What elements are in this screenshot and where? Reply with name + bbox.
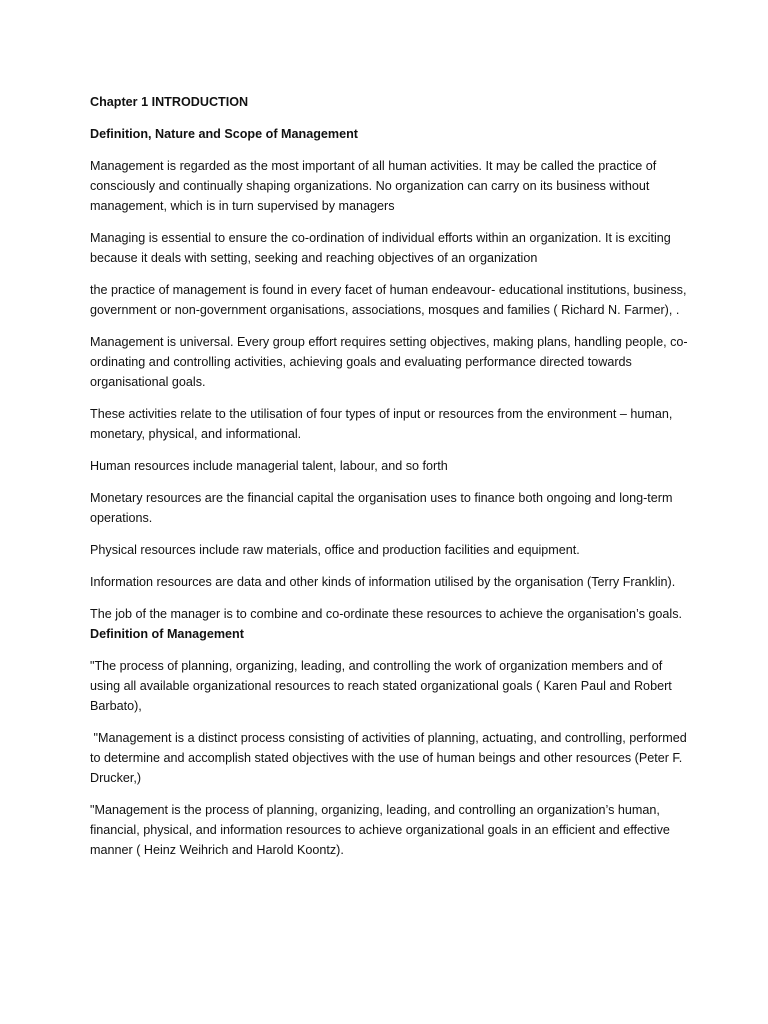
section-heading: Definition, Nature and Scope of Management xyxy=(90,127,358,141)
paragraph: the practice of management is found in every facet of human endeavour- educational institutions, business, government or non-government organisations, associations, mosques and families ( Richard N. Farmer), . xyxy=(90,283,687,317)
definition-heading: Definition of Management xyxy=(90,627,244,641)
document-page xyxy=(90,92,690,872)
paragraph: Monetary resources are the financial capital the organisation uses to finance both ongoing and long-term operations. xyxy=(90,491,673,525)
paragraph: Physical resources include raw materials, office and production facilities and equipment. xyxy=(90,543,580,557)
paragraph: Information resources are data and other kinds of information utilised by the organisation (Terry Franklin). xyxy=(90,575,676,589)
definition-paragraph: "The process of planning, organizing, leading, and controlling the work of organization members and of using all available organizational resources to reach stated organizational goals ( Karen Paul and Robert Barbato), xyxy=(90,659,672,713)
paragraph: The job of the manager is to combine and co-ordinate these resources to achieve the organisation’s goals. xyxy=(90,607,683,621)
paragraph: Managing is essential to ensure the co-ordination of individual efforts within an organization. It is exciting because it deals with setting, seeking and reaching objectives of an organization xyxy=(90,231,671,265)
paragraph: Human resources include managerial talent, labour, and so forth xyxy=(90,459,448,473)
paragraph: These activities relate to the utilisation of four types of input or resources from the environment – human, monetary, physical, and informational. xyxy=(90,407,673,441)
definition-paragraph: "Management is the process of planning, organizing, leading, and controlling an organization’s human, financial, physical, and information resources to achieve organizational goals in an efficient and effective manner ( Heinz Weihrich and Harold Koontz). xyxy=(90,803,670,857)
chapter-heading: Chapter 1 INTRODUCTION xyxy=(90,95,249,109)
paragraph: Management is universal. Every group effort requires setting objectives, making plans, handling people, co-ordinating and controlling activities, achieving goals and evaluating performance directed towards organisational goals. xyxy=(90,335,688,389)
paragraph: Management is regarded as the most important of all human activities. It may be called the practice of consciously and continually shaping organizations. No organization can carry on its business without management, which is in turn supervised by managers xyxy=(90,159,657,213)
definition-paragraph: "Management is a distinct process consisting of activities of planning, actuating, and controlling, performed to determine and accomplish stated objectives with the use of human beings and other resources (Peter F. Drucker,) xyxy=(90,731,691,785)
